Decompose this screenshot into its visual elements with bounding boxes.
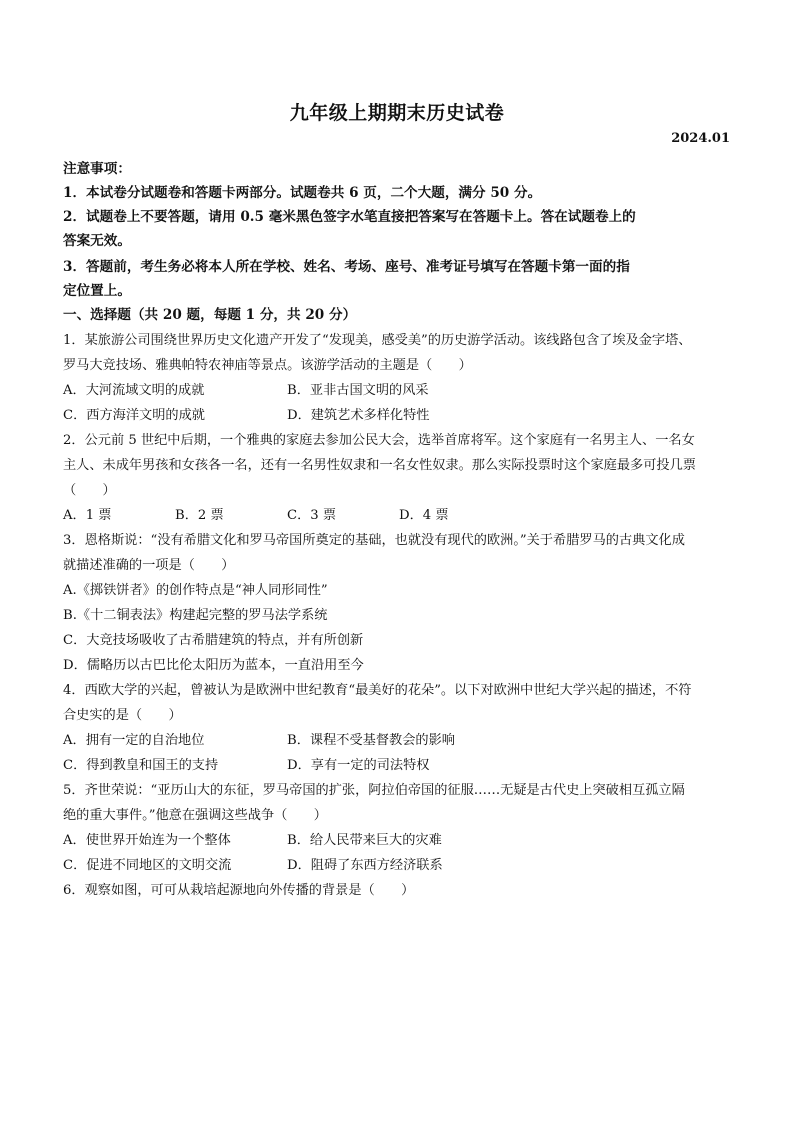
option-a: A．拥有一定的自治地位 — [63, 733, 205, 748]
option-b: B.《十二铜表法》构建起完整的罗马法学系统 — [63, 608, 328, 623]
exam-title: 九年级上期期末历史试卷 — [289, 102, 505, 124]
question-text: 2．公元前 5 世纪中后期，一个雅典的家庭去参加公民大会，选举首席将军。这个家庭有一名男主人、一名女 — [63, 433, 695, 448]
exam-date: 2024.01 — [671, 131, 730, 146]
option-b: B．给人民带来巨大的灾难 — [287, 833, 442, 848]
notice-item: 3．答题前，考生务必将本人所在学校、姓名、考场、座号、准考证号填写在答题卡第一面的指 — [63, 259, 630, 275]
question-text: 6．观察如图，可可从栽培起源地向外传播的背景是（ ） — [63, 883, 415, 898]
section-title: 一、选择题（共 20 题，每题 1 分，共 20 分） — [63, 307, 357, 323]
option-a: A．1 票 — [63, 508, 112, 523]
question-text: 合史实的是（ ） — [63, 708, 182, 723]
option-b: B．课程不受基督教会的影响 — [287, 733, 455, 748]
option-b: B．2 票 — [175, 508, 224, 523]
option-c: C．得到教皇和国王的支持 — [63, 758, 219, 773]
option-d: D．儒略历以古巴比伦太阳历为蓝本，一直沿用至今 — [63, 658, 364, 673]
notice-heading: 注意事项： — [63, 161, 131, 177]
option-a: A.《掷铁饼者》的创作特点是“神人同形同性” — [63, 583, 328, 598]
question-text: 主人、未成年男孩和女孩各一名，还有一名男性奴隶和一名女性奴隶。那么实际投票时这个家庭最多可投几票 — [63, 458, 696, 473]
option-d: D．4 票 — [399, 508, 449, 523]
notice-item: 1．本试卷分试题卷和答题卡两部分。试题卷共 6 页，二个大题，满分 50 分。 — [63, 185, 542, 201]
option-d: D．阻碍了东西方经济联系 — [287, 858, 443, 873]
option-c: C．促进不同地区的文明交流 — [63, 858, 232, 873]
question-text: 4．西欧大学的兴起，曾被认为是欧洲中世纪教育“最美好的花朵”。以下对欧洲中世纪大学兴起的描述，不符 — [63, 683, 692, 698]
option-d: D．建筑艺术多样化特性 — [287, 408, 430, 423]
option-a: A．大河流域文明的成就 — [63, 383, 205, 398]
option-c: C．西方海洋文明的成就 — [63, 408, 205, 423]
notice-item: 定位置上。 — [63, 283, 131, 299]
option-b: B．亚非古国文明的风采 — [287, 383, 429, 398]
option-d: D．享有一定的司法特权 — [287, 758, 430, 773]
option-a: A．使世界开始连为一个整体 — [63, 833, 231, 848]
question-text: 就描述准确的一项是（ ） — [63, 558, 235, 573]
question-text: 1．某旅游公司围绕世界历史文化遗产开发了“发现美，感受美”的历史游学活动。该线路包含了埃及金字塔、 — [63, 333, 692, 348]
notice-item: 答案无效。 — [63, 233, 131, 249]
question-text: 3．恩格斯说：“没有希腊文化和罗马帝国所奠定的基础，也就没有现代的欧洲。”关于希腊罗马的古典文化成 — [63, 533, 685, 548]
question-text: 绝的重大事件。”他意在强调这些战争（ ） — [63, 808, 327, 823]
option-c: C．大竞技场吸收了古希腊建筑的特点，并有所创新 — [63, 633, 364, 648]
question-text: （ ） — [63, 483, 116, 498]
question-text: 罗马大竞技场、雅典帕特农神庙等景点。该游学活动的主题是（ ） — [63, 358, 472, 373]
notice-item: 2．试题卷上不要答题，请用 0.5 毫米黑色签字水笔直接把答案写在答题卡上。答在试题卷上的 — [63, 209, 636, 225]
question-text: 5．齐世荣说：“亚历山大的东征，罗马帝国的扩张，阿拉伯帝国的征服……无疑是古代史上突破相互孤立隔 — [63, 783, 685, 798]
option-c: C．3 票 — [287, 508, 337, 523]
